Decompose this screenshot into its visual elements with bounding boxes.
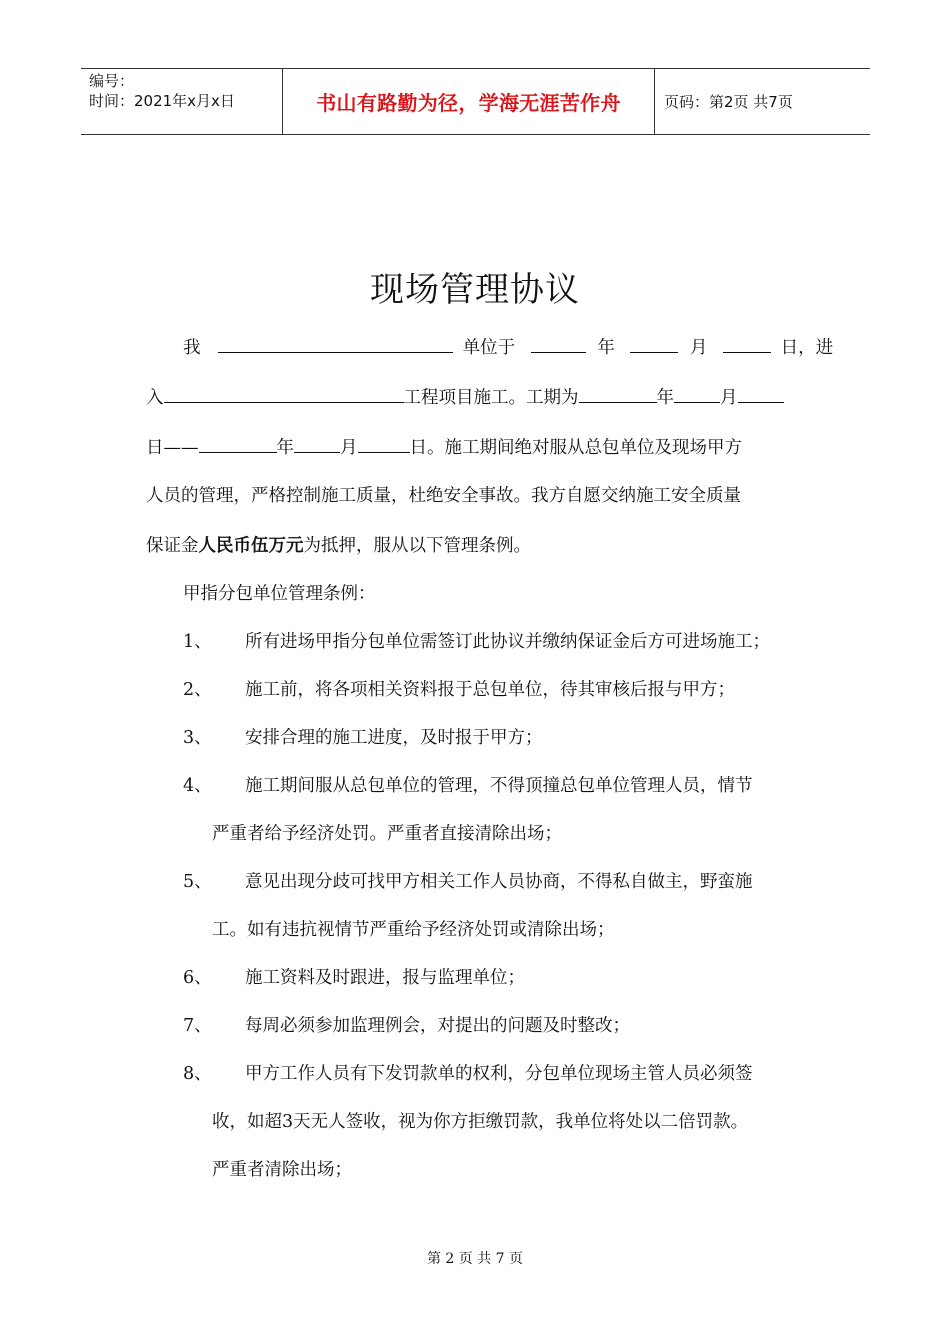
rule-number: 1、 bbox=[183, 632, 212, 652]
rule-text: 严重者清除出场； bbox=[212, 1160, 352, 1180]
day-blank bbox=[723, 334, 771, 353]
intro-text: 年 bbox=[656, 388, 674, 408]
end-day-blank bbox=[358, 434, 410, 453]
rule-number: 7、 bbox=[183, 1016, 212, 1036]
start-day-blank bbox=[738, 384, 784, 403]
document-time: 时间：2021年x月x日 bbox=[89, 92, 235, 110]
rule-number: 6、 bbox=[183, 968, 212, 988]
project-blank bbox=[164, 384, 404, 403]
rule-text: 安排合理的施工进度，及时报于甲方； bbox=[245, 728, 543, 748]
rule-number: 4、 bbox=[183, 776, 212, 796]
start-month-blank bbox=[674, 384, 720, 403]
start-year-blank bbox=[579, 384, 657, 403]
rule-text: 所有进场甲指分包单位需签订此协议并缴纳保证金后方可进场施工； bbox=[245, 632, 770, 652]
unit-blank bbox=[218, 334, 453, 353]
intro-line-1 bbox=[183, 334, 833, 360]
page-footer: 第 2 页 共 7 页 bbox=[426, 1251, 524, 1267]
intro-line-3 bbox=[146, 434, 742, 460]
intro-text: 年 bbox=[276, 438, 294, 458]
end-month-blank bbox=[294, 434, 340, 453]
intro-text: 工程项目施工。工期为 bbox=[403, 388, 579, 408]
document-number-label: 编号： bbox=[89, 72, 135, 90]
intro-text: 年 bbox=[597, 338, 615, 358]
month-blank bbox=[630, 334, 678, 353]
rule-text: 工。如有违抗视情节严重给予经济处罚或清除出场； bbox=[212, 920, 615, 940]
rule-text: 严重者给予经济处罚。严重者直接清除出场； bbox=[212, 824, 562, 844]
document-title: 现场管理协议 bbox=[370, 270, 580, 310]
intro-text: 单位于 bbox=[462, 338, 516, 358]
rule-text: 意见出现分歧可找甲方相关工作人员协商，不得私自做主，野蛮施 bbox=[245, 872, 753, 892]
header-page-info: 页码：第2页 共7页 bbox=[664, 93, 793, 111]
intro-text: 日，进 bbox=[780, 338, 834, 358]
intro-text: 入 bbox=[146, 388, 164, 408]
rule-number: 5、 bbox=[183, 872, 212, 892]
intro-text: 为抵押，服从以下管理条例。 bbox=[303, 536, 531, 556]
rule-text: 每周必须参加监理例会，对提出的问题及时整改； bbox=[245, 1016, 630, 1036]
intro-line-5 bbox=[146, 534, 531, 558]
year-blank bbox=[531, 334, 586, 353]
intro-text: 月 bbox=[340, 438, 358, 458]
header-motto: 书山有路勤为径，学海无涯苦作舟 bbox=[316, 91, 621, 115]
intro-text: 日。施工期间绝对服从总包单位及现场甲方 bbox=[409, 438, 742, 458]
intro-text: 我 bbox=[183, 338, 201, 358]
rule-number: 3、 bbox=[183, 728, 212, 748]
header-meta bbox=[81, 69, 282, 134]
deposit-amount: 人民币伍万元 bbox=[198, 536, 304, 556]
end-year-blank bbox=[199, 434, 277, 453]
intro-text: 月 bbox=[689, 338, 708, 358]
rule-number: 8、 bbox=[183, 1064, 212, 1084]
rule-text: 施工资料及时跟进，报与监理单位； bbox=[245, 968, 525, 988]
rules-heading: 甲指分包单位管理条例： bbox=[183, 584, 376, 604]
document-header bbox=[81, 68, 870, 135]
rule-text: 甲方工作人员有下发罚款单的权利，分包单位现场主管人员必须签 bbox=[245, 1064, 753, 1084]
rule-text: 施工前，将各项相关资料报于总包单位，待其审核后报与甲方； bbox=[245, 680, 735, 700]
rule-text: 施工期间服从总包单位的管理，不得顶撞总包单位管理人员，情节 bbox=[245, 776, 753, 796]
rule-number: 2、 bbox=[183, 680, 212, 700]
intro-text: 日—— bbox=[146, 438, 199, 458]
intro-line-4: 人员的管理，严格控制施工质量，杜绝安全事故。我方自愿交纳施工安全质量 bbox=[146, 486, 741, 506]
rule-text: 收，如超3天无人签收，视为你方拒缴罚款，我单位将处以二倍罚款。 bbox=[212, 1112, 749, 1132]
intro-text: 月 bbox=[720, 388, 738, 408]
header-motto-cell bbox=[282, 69, 655, 134]
intro-text: 保证金 bbox=[146, 536, 199, 556]
intro-line-2 bbox=[146, 384, 784, 410]
